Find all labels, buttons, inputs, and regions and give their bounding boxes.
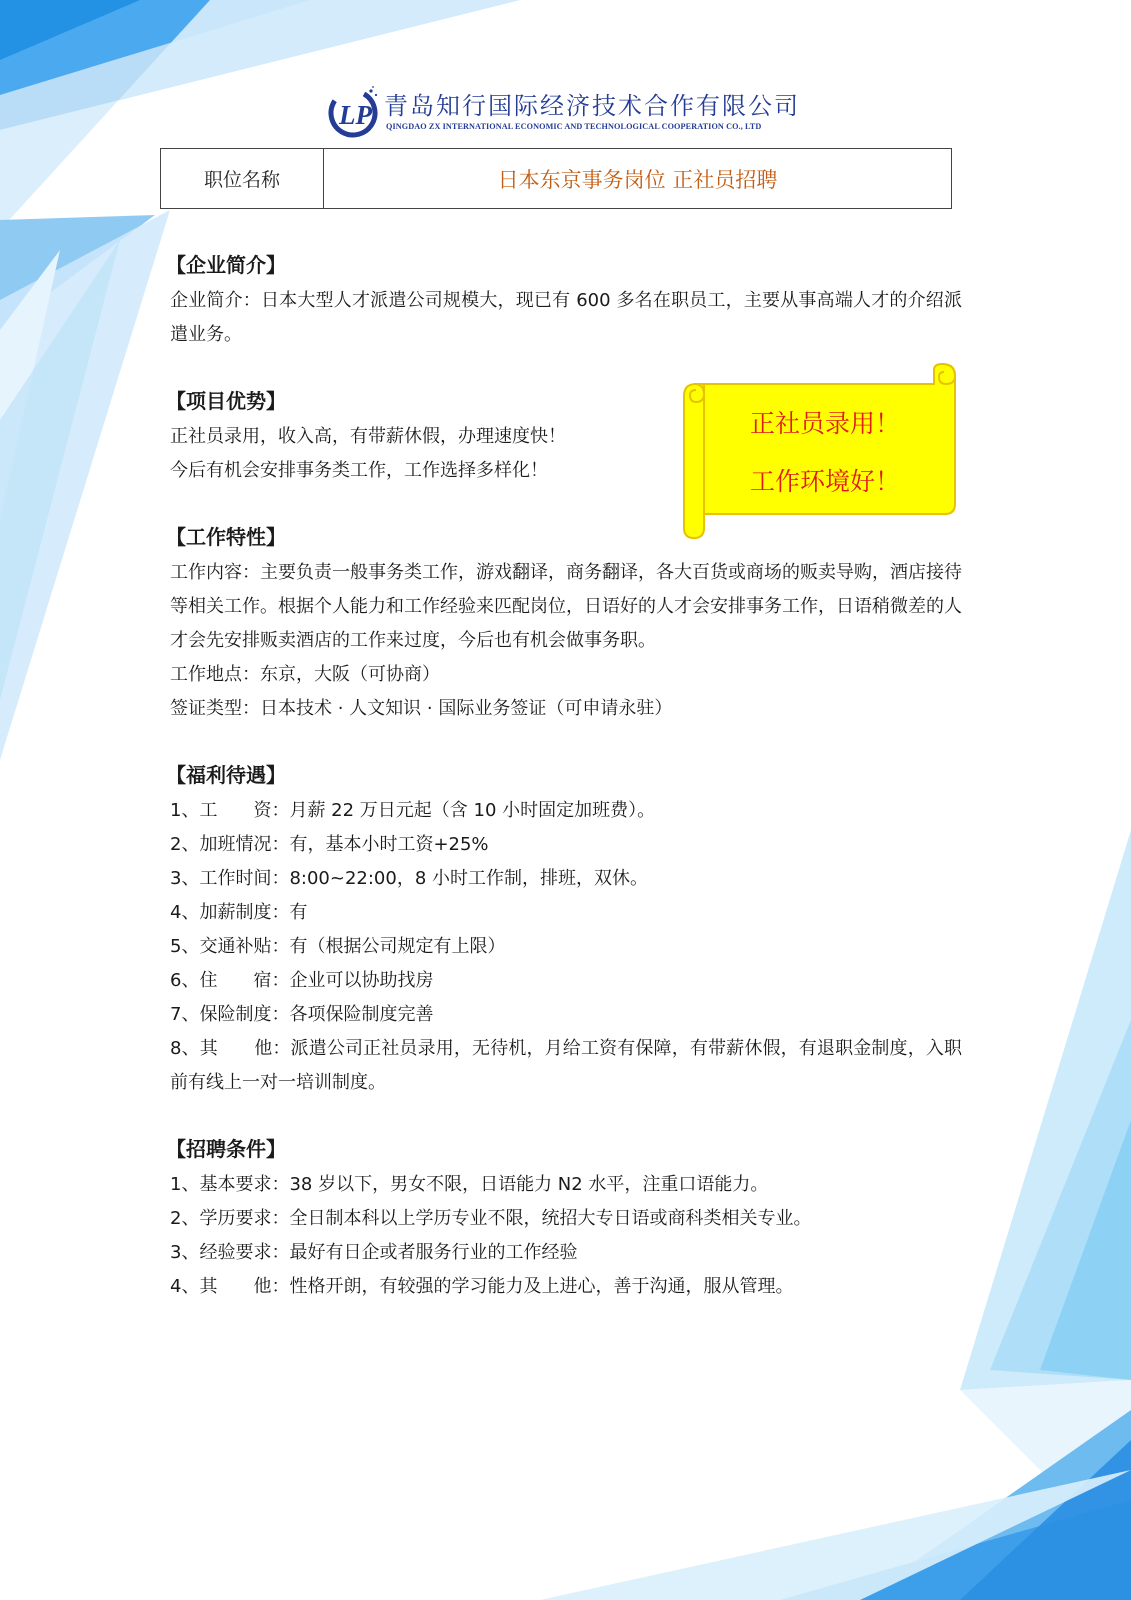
requirement-item: 3、经验要求：最好有日企或者服务行业的工作经验 xyxy=(170,1242,578,1263)
section-title: 【招聘条件】 xyxy=(166,1137,286,1161)
benefit-item: 4、加薪制度：有 xyxy=(170,902,308,923)
visa-type-text: 签证类型：日本技术 · 人文知识 · 国际业务签证（可申请永驻） xyxy=(170,698,673,719)
lp-logo-icon xyxy=(328,84,382,138)
svg-text:LP: LP xyxy=(339,100,372,130)
work-content-text: 工作内容：主要负责一般事务类工作，游戏翻译，商务翻译，各大百货或商场的贩卖导购，酒店接待等相关工作。根据个人能力和工作经验来匹配岗位，日语好的人才会安排事务工作，日语稍微差的人才会先安排贩卖酒店的工作来过度，今后也有机会做事务职。 xyxy=(170,562,962,651)
section-requirements xyxy=(166,1134,962,1304)
benefit-item: 6、住 宿：企业可以协助找房 xyxy=(170,970,434,991)
section-benefits xyxy=(166,760,962,1100)
company-name-cn: 青岛知行国际经济技术合作有限公司 xyxy=(384,92,800,120)
benefit-item: 3、工作时间：8:00~22:00，8 小时工作制，排班，双休。 xyxy=(170,868,648,889)
benefit-item: 1、工 资：月薪 22 万日元起（含 10 小时固定加班费）。 xyxy=(170,800,656,821)
advantage-line: 今后有机会安排事务类工作，工作选择多样化！ xyxy=(170,460,548,481)
benefit-item: 5、交通补贴：有（根据公司规定有上限） xyxy=(170,936,506,957)
section-company-intro xyxy=(166,250,962,352)
section-title: 【工作特性】 xyxy=(166,525,286,549)
requirement-item: 4、其 他：性格开朗，有较强的学习能力及上进心，善于沟通，服从管理。 xyxy=(170,1276,794,1297)
section-advantages xyxy=(166,386,962,488)
benefit-item: 7、保险制度：各项保险制度完善 xyxy=(170,1004,434,1025)
section-work-features xyxy=(166,522,962,726)
main-content xyxy=(166,250,962,1338)
position-table xyxy=(160,148,952,209)
company-logo xyxy=(328,84,798,140)
company-name-en: QINGDAO ZX INTERNATIONAL ECONOMIC AND TECHNOLOGICAL COOPERATION CO., LTD xyxy=(386,122,762,131)
banner-line-1: 正社员录用！ xyxy=(750,409,901,438)
section-title: 【福利待遇】 xyxy=(166,763,286,787)
benefit-item: 2、加班情况：有，基本小时工资+25% xyxy=(170,834,489,855)
requirement-item: 1、基本要求：38 岁以下，男女不限，日语能力 N2 水平，注重口语能力。 xyxy=(170,1174,769,1195)
position-label: 职位名称 xyxy=(161,149,324,208)
section-title: 【企业简介】 xyxy=(166,253,286,277)
work-location-text: 工作地点：东京，大阪（可协商） xyxy=(170,664,440,685)
requirement-item: 2、学历要求：全日制本科以上学历专业不限，统招大专日语或商科类相关专业。 xyxy=(170,1208,812,1229)
banner-line-2: 工作环境好！ xyxy=(750,467,901,496)
position-value: 日本东京事务岗位 正社员招聘 xyxy=(497,167,778,192)
company-intro-text: 企业简介：日本大型人才派遣公司规模大，现已有 600 多名在职员工，主要从事高端人才的介绍派遣业务。 xyxy=(170,290,962,345)
benefit-item: 8、其 他：派遣公司正社员录用，无待机，月给工资有保障，有带薪休假，有退职金制度，入职前有线上一对一培训制度。 xyxy=(170,1038,962,1093)
section-title: 【项目优势】 xyxy=(166,389,286,413)
advantage-line: 正社员录用，收入高，有带薪休假，办理速度快！ xyxy=(170,426,566,447)
